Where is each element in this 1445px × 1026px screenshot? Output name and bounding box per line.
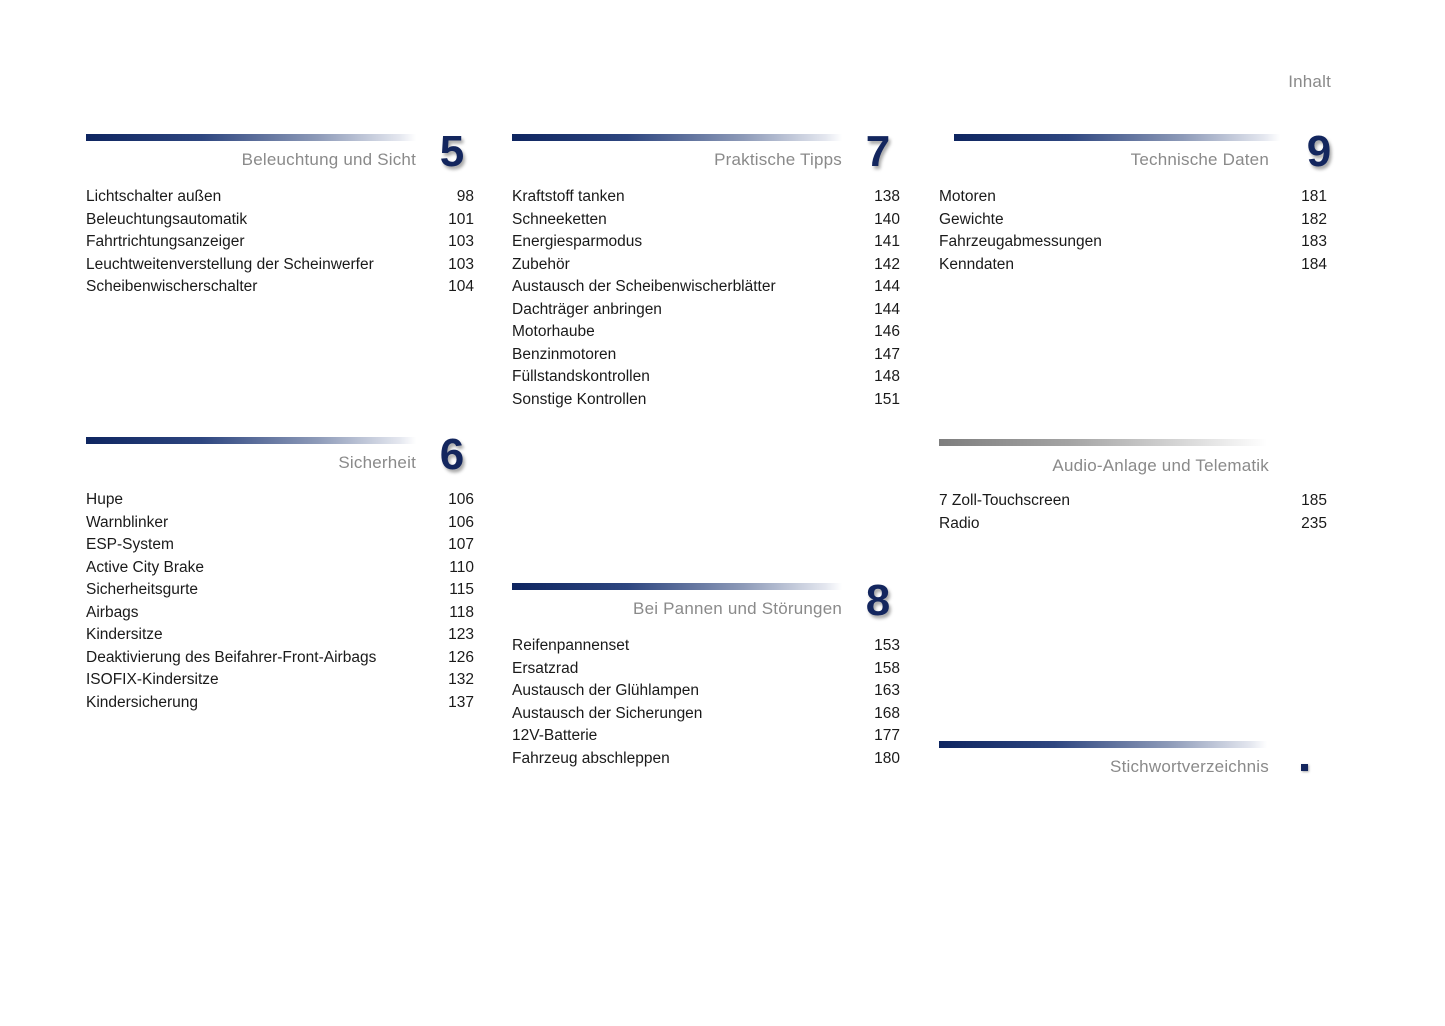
chapter-number: 8 [865,576,891,625]
section-stichwortverzeichnis[interactable] [939,741,1327,781]
toc-entry-label: Lichtschalter außen [86,188,222,205]
toc-entry[interactable] [512,254,900,277]
toc-entry-label: ESP-System [86,536,174,553]
toc-entry-label: Hupe [86,491,124,508]
toc-entry-label: Beleuchtungsautomatik [86,210,248,228]
toc-entry-label: Energiesparmodus [512,233,643,250]
toc-entry-page: 148 [874,368,900,385]
toc-entry[interactable] [512,680,900,703]
section-title: Audio-Anlage und Telematik [1052,456,1269,475]
toc-entry-page: 185 [1301,492,1327,509]
chapter-number: 7 [865,127,891,176]
toc-entry-label: Leuchtweitenverstellung der Scheinwerfer [86,255,374,273]
toc-entry-label: Sonstige Kontrollen [512,390,647,408]
toc-entry-label: Fahrzeug abschleppen [512,749,670,767]
section-bar [512,583,842,590]
toc-entry-page: 110 [449,558,474,576]
toc-entry-label: Kindersitze [86,626,163,643]
toc-entry-page: 183 [1301,233,1327,250]
section-bar [512,134,842,141]
toc-entry-label: Warnblinker [86,513,169,531]
toc-entry-label: Schneeketten [512,210,607,228]
toc-entry-page: 151 [874,390,900,408]
toc-entry-page: 142 [874,255,900,273]
toc-entry-label: Kraftstoff tanken [512,188,625,205]
toc-entry[interactable] [512,344,900,367]
toc-entry-page: 101 [448,210,474,228]
toc-entry[interactable] [86,209,474,232]
section-bar [939,439,1267,446]
toc-entry-page: 144 [874,300,900,318]
toc-entry[interactable] [86,186,474,209]
toc-entry-page: 123 [448,626,474,643]
toc-entry-label: Motorhaube [512,323,595,340]
toc-entry-label: 12V-Batterie [512,727,598,744]
toc-entry[interactable] [86,231,474,254]
toc-entry[interactable] [86,647,474,670]
toc-entry-label: Austausch der Scheibenwischerblätter [512,278,776,295]
toc-entry-page: 182 [1301,210,1327,228]
toc-entry-page: 158 [874,659,900,677]
toc-entry[interactable] [512,658,900,681]
section-bar [939,741,1267,748]
toc-entry-label: Active City Brake [86,558,205,576]
toc-entry-label: Dachträger anbringen [512,300,662,318]
toc-entry-label: Radio [939,514,980,532]
toc-entry-label: Sicherheitsgurte [86,581,199,598]
toc-entry-page: 140 [874,210,900,228]
toc-entry-page: 180 [874,749,900,767]
toc-list [939,186,1327,276]
toc-list [86,186,474,299]
toc-entry[interactable] [86,534,474,557]
toc-entry[interactable] [86,489,474,512]
toc-entry[interactable] [86,557,474,580]
toc-entry-page: 181 [1301,188,1327,205]
toc-entry[interactable] [86,276,474,299]
toc-entry-page: 118 [449,603,474,621]
toc-entry-page: 104 [448,278,474,295]
toc-entry-label: ISOFIX-Kindersitze [86,671,219,688]
section-title: Stichwortverzeichnis [1110,757,1269,776]
toc-entry-page: 153 [874,637,900,654]
toc-entry-page: 147 [874,345,900,363]
toc-entry-label: Kindersicherung [86,693,199,711]
toc-entry-label: Scheibenwischerschalter [86,278,258,295]
section-bar [954,134,1280,141]
toc-entry-label: Deaktivierung des Beifahrer-Front-Airbags [86,648,377,666]
toc-entry-page: 235 [1301,514,1327,532]
square-bullet-icon [1301,764,1308,771]
toc-entry-page: 106 [448,491,474,508]
toc-entry[interactable] [512,748,900,771]
toc-entry-label: Motoren [939,188,996,205]
toc-entry[interactable] [512,186,900,209]
toc-entry-page: 146 [874,323,900,340]
toc-list [512,186,900,411]
toc-entry[interactable] [86,579,474,602]
toc-entry-page: 144 [874,278,900,295]
toc-entry[interactable] [939,186,1327,209]
toc-entry-page: 98 [456,188,474,205]
toc-entry-label: Reifenpannenset [512,637,630,654]
toc-entry-page: 132 [448,671,474,688]
section-title: Beleuchtung und Sicht [241,150,416,169]
toc-entry[interactable] [512,299,900,322]
section-bar [86,437,416,444]
toc-entry-page: 168 [874,704,900,722]
toc-entry-label: Gewichte [939,210,1004,228]
page-header-title: Inhalt [1288,72,1331,91]
toc-list [86,489,474,714]
toc-entry[interactable] [939,490,1327,513]
toc-entry[interactable] [939,231,1327,254]
toc-entry[interactable] [939,513,1327,536]
section-title: Sicherheit [338,453,416,472]
toc-entry-label: Fahrtrichtungsanzeiger [86,233,245,250]
toc-entry-label: 7 Zoll-Touchscreen [939,492,1070,509]
section-bar [86,134,416,141]
toc-entry[interactable] [939,209,1327,232]
toc-entry-page: 184 [1301,255,1327,273]
toc-entry[interactable] [86,512,474,535]
section-title: Technische Daten [1130,150,1269,169]
toc-entry-page: 163 [874,682,900,699]
toc-entry[interactable] [512,389,900,412]
toc-entry[interactable] [512,635,900,658]
toc-entry-page: 103 [448,233,474,250]
toc-entry[interactable] [86,602,474,625]
chapter-number: 5 [439,127,465,176]
toc-entry[interactable] [86,692,474,715]
toc-entry[interactable] [512,276,900,299]
toc-entry-label: Austausch der Sicherungen [512,704,703,722]
toc-entry-label: Benzinmotoren [512,345,617,363]
toc-entry-label: Fahrzeugabmessungen [939,233,1102,250]
toc-entry[interactable] [86,669,474,692]
toc-entry-page: 137 [448,693,474,711]
chapter-number: 9 [1306,127,1332,176]
toc-entry-page: 115 [449,581,474,598]
toc-entry[interactable] [512,209,900,232]
toc-entry[interactable] [939,254,1327,277]
toc-entry[interactable] [512,231,900,254]
toc-entry-page: 126 [448,648,474,666]
toc-entry-label: Kenndaten [939,255,1014,273]
toc-list [939,490,1327,535]
chapter-number: 6 [439,430,465,479]
toc-entry-label: Ersatzrad [512,659,579,677]
toc-entry[interactable] [86,624,474,647]
toc-entry-page: 103 [448,255,474,273]
section-title: Bei Pannen und Störungen [633,599,842,618]
toc-entry-page: 106 [448,513,474,531]
toc-entry-label: Airbags [86,603,139,621]
section-title: Praktische Tipps [714,150,842,169]
toc-entry-page: 107 [448,536,474,553]
toc-entry[interactable] [512,366,900,389]
toc-entry-label: Zubehör [512,255,570,273]
toc-entry-page: 177 [874,727,900,744]
toc-entry-page: 141 [874,233,900,250]
toc-entry[interactable] [512,703,900,726]
toc-entry[interactable] [512,321,900,344]
toc-entry-label: Füllstandskontrollen [512,368,650,385]
toc-entry-label: Austausch der Glühlampen [512,682,699,699]
toc-entry-page: 138 [874,188,900,205]
toc-list [512,635,900,770]
toc-entry[interactable] [512,725,900,748]
toc-entry[interactable] [86,254,474,277]
